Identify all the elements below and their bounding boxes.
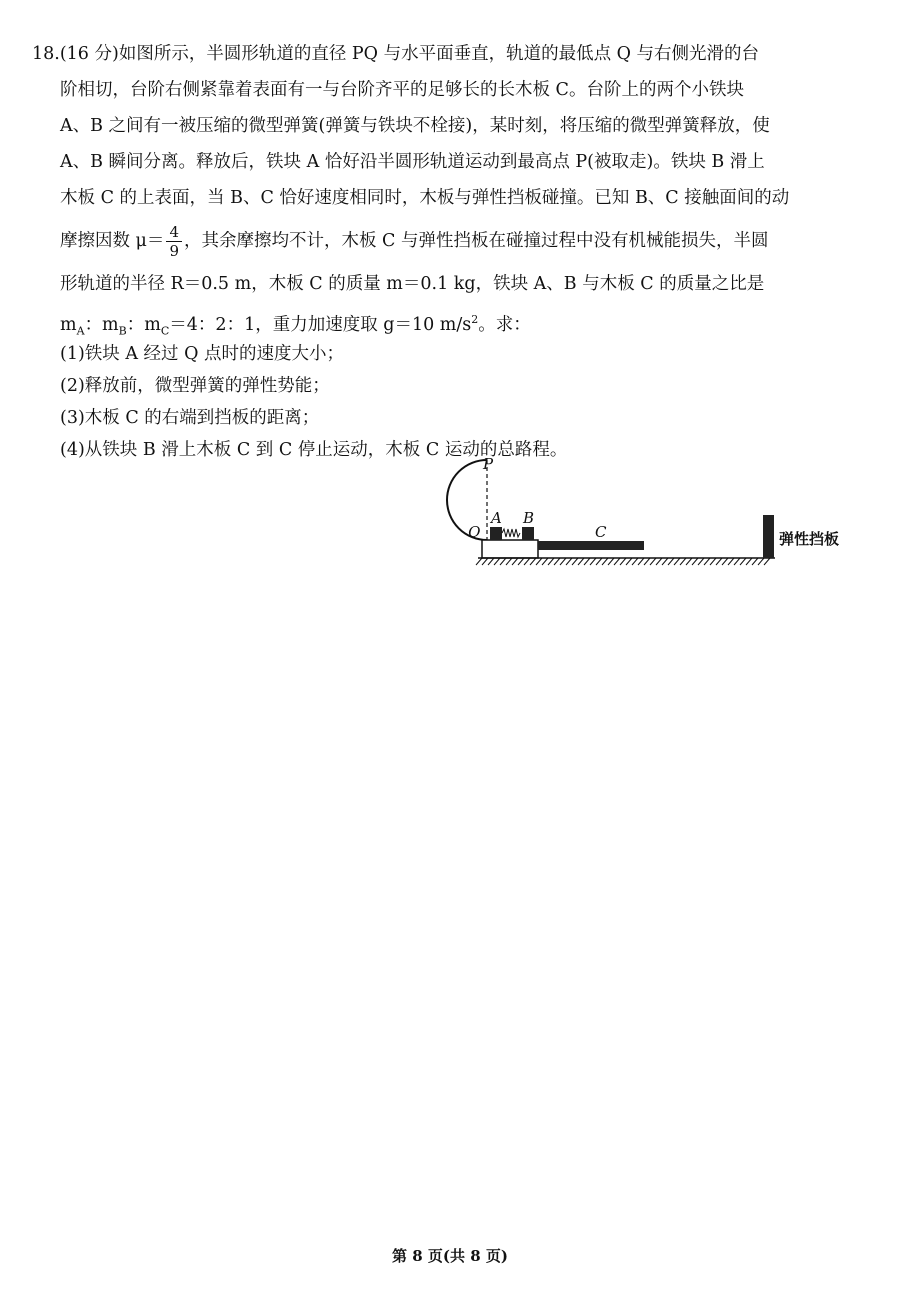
page-footer: 第 8 页(共 8 页) xyxy=(392,1247,508,1265)
problem-text: 如图所示，半圆形轨道的直径 PQ 与水平面垂直，轨道的最低点 Q 与右侧光滑的台 xyxy=(118,44,760,64)
problem-line-1 xyxy=(32,36,868,72)
block-b xyxy=(522,527,534,540)
question-2: (2)释放前，微型弹簧的弹性势能； xyxy=(60,376,330,396)
mass-a: m xyxy=(60,314,77,335)
question-1: (1)铁块 A 经过 Q 点时的速度大小； xyxy=(60,344,345,364)
problem-line-8 xyxy=(32,302,868,338)
mass-b: ：m xyxy=(84,314,119,335)
label-p: P xyxy=(483,455,494,473)
problem-line-6 xyxy=(32,216,868,266)
label-a: A xyxy=(491,509,502,527)
mu-numerator: 4 xyxy=(166,223,182,242)
question-4: (4)从铁块 B 滑上木板 C 到 C 停止运动，木板 C 运动的总路程。 xyxy=(60,440,568,460)
question-3: (3)木板 C 的右端到挡板的距离； xyxy=(60,408,320,428)
barrier-label: 弹性挡板 xyxy=(779,530,840,548)
board-c xyxy=(538,541,644,550)
semicircle-track xyxy=(447,460,487,540)
spring xyxy=(502,529,520,537)
label-c: C xyxy=(595,523,607,541)
elastic-barrier xyxy=(763,515,774,558)
line-end-text: 。求： xyxy=(478,314,531,335)
mu-prefix: 摩擦因数 μ＝ xyxy=(60,231,165,251)
problem-line-7: 形轨道的半径 R＝0.5 m，木板 C 的质量 m＝0.1 kg，铁块 A、B 与木板 C 的质量之比是 xyxy=(60,274,765,294)
unit-superscript: 2 xyxy=(471,313,479,326)
mu-fraction xyxy=(166,223,182,260)
ground-hatch xyxy=(476,558,770,565)
problem-number: 18. xyxy=(32,44,60,64)
label-q: Q xyxy=(468,523,481,541)
problem-line-4: A、B 瞬间分离。释放后，铁块 A 恰好沿半圆形轨道运动到最高点 P(被取走)。铁块 B 滑上 xyxy=(60,152,765,172)
mass-c-sub: C xyxy=(160,324,170,338)
block-a xyxy=(490,527,502,540)
problem-line-3: A、B 之间有一被压缩的微型弹簧(弹簧与铁块不栓接)，某时刻，将压缩的微型弹簧释放，使 xyxy=(60,116,770,136)
physics-diagram xyxy=(430,455,870,575)
mass-ratio-text: ＝4：2：1，重力加速度取 g＝10 m/s xyxy=(169,314,472,335)
step-platform xyxy=(482,540,538,558)
problem-line-5: 木板 C 的上表面，当 B、C 恰好速度相同时，木板与弹性挡板碰撞。已知 B、C 接触面间的动 xyxy=(60,188,790,208)
problem-points: (16 分) xyxy=(59,44,119,64)
mass-c: ：m xyxy=(126,314,161,335)
label-b: B xyxy=(523,509,535,527)
mass-a-sub: A xyxy=(76,324,85,338)
problem-18 xyxy=(32,36,868,466)
diagram-svg xyxy=(430,455,870,575)
problem-line-2: 阶相切，台阶右侧紧靠着表面有一与台阶齐平的足够长的长木板 C。台阶上的两个小铁块 xyxy=(60,80,744,100)
mu-denominator: 9 xyxy=(169,242,179,260)
mass-b-sub: B xyxy=(118,324,127,338)
mu-suffix: ，其余摩擦均不计，木板 C 与弹性挡板在碰撞过程中没有机械能损失，半圆 xyxy=(183,231,769,251)
